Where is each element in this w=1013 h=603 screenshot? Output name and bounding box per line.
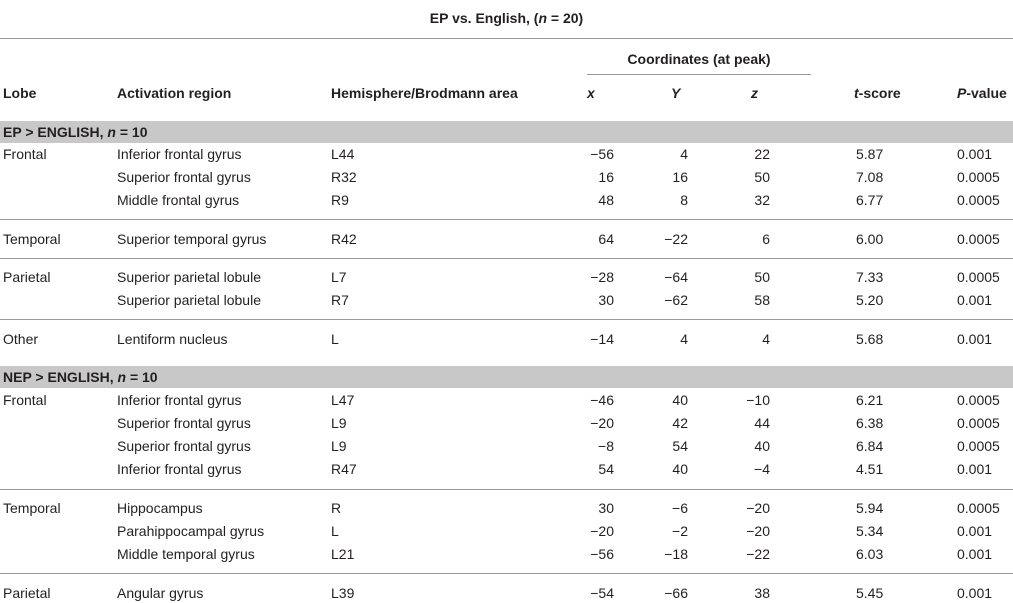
cell-region: Superior frontal gyrus	[117, 415, 251, 431]
cell-t-score: 6.21	[856, 392, 884, 408]
cell-t-score: 6.38	[856, 415, 884, 431]
cell-z: −10	[746, 392, 770, 408]
cell-area: R32	[331, 169, 357, 185]
cell-region: Inferior frontal gyrus	[117, 392, 242, 408]
cell-area: L9	[331, 438, 347, 454]
header-t-score: t-score	[854, 85, 901, 101]
cell-t-score: 6.03	[856, 546, 884, 562]
cell-p-value: 0.001	[957, 331, 993, 347]
cell-region: Superior frontal gyrus	[117, 169, 251, 185]
cell-t-score: 5.87	[856, 146, 884, 162]
cell-z: 4	[762, 331, 770, 347]
cell-z: 58	[754, 292, 770, 308]
cell-t-score: 5.68	[856, 331, 884, 347]
cell-y: 4	[680, 146, 688, 162]
header-hemisphere: Hemisphere/Brodmann area	[331, 85, 518, 101]
section-label-nep: NEP > ENGLISH, n = 10	[3, 369, 158, 385]
cell-y: 16	[672, 169, 688, 185]
cell-p-value: 0.0005	[957, 192, 1000, 208]
cell-z: 40	[754, 438, 770, 454]
cell-x: 16	[598, 169, 614, 185]
cell-region: Inferior frontal gyrus	[117, 146, 242, 162]
cell-t-score: 6.84	[856, 438, 884, 454]
cell-z: −20	[746, 500, 770, 516]
cell-y: 8	[680, 192, 688, 208]
cell-area: L44	[331, 146, 355, 162]
cell-z: 22	[754, 146, 770, 162]
cell-y: 40	[672, 392, 688, 408]
cell-x: 54	[598, 461, 614, 477]
cell-lobe: Parietal	[3, 269, 51, 285]
cell-x: 64	[598, 231, 614, 247]
section-label-ep: EP > ENGLISH, n = 10	[3, 124, 148, 140]
cell-p-value: 0.0005	[957, 169, 1000, 185]
header-coordinates: Coordinates (at peak)	[627, 51, 771, 67]
cell-x: −28	[590, 269, 614, 285]
header-lobe: Lobe	[3, 85, 37, 101]
cell-t-score: 6.00	[856, 231, 884, 247]
header-region: Activation region	[117, 85, 232, 101]
header-x: x	[587, 85, 595, 101]
cell-area: R9	[331, 192, 349, 208]
cell-p-value: 0.001	[957, 461, 993, 477]
cell-t-score: 5.94	[856, 500, 884, 516]
cell-t-score: 5.20	[856, 292, 884, 308]
section-band-ep	[0, 121, 1013, 143]
cell-z: −22	[746, 546, 770, 562]
cell-lobe: Temporal	[3, 231, 61, 247]
cell-t-score: 7.33	[856, 269, 884, 285]
cell-x: 30	[598, 292, 614, 308]
header-p-value: P-value	[957, 85, 1007, 101]
cell-p-value: 0.0005	[957, 415, 1000, 431]
cell-area: R42	[331, 231, 357, 247]
cell-y: 42	[672, 415, 688, 431]
cell-area: R7	[331, 292, 349, 308]
cell-p-value: 0.0005	[957, 392, 1000, 408]
cell-t-score: 4.51	[856, 461, 884, 477]
cell-y: 40	[672, 461, 688, 477]
cell-x: 48	[598, 192, 614, 208]
cell-t-score: 5.45	[856, 585, 884, 601]
cell-t-score: 6.77	[856, 192, 884, 208]
cell-y: −22	[664, 231, 688, 247]
rule-group	[0, 319, 1013, 320]
cell-t-score: 5.34	[856, 523, 884, 539]
cell-area: L	[331, 523, 339, 539]
cell-x: −20	[590, 523, 614, 539]
cell-lobe: Temporal	[3, 500, 61, 516]
cell-p-value: 0.001	[957, 292, 993, 308]
cell-z: 6	[762, 231, 770, 247]
cell-area: L47	[331, 392, 355, 408]
cell-z: 32	[754, 192, 770, 208]
cell-area: R47	[331, 461, 357, 477]
cell-region: Middle temporal gyrus	[117, 546, 255, 562]
cell-y: −18	[664, 546, 688, 562]
cell-x: −46	[590, 392, 614, 408]
cell-p-value: 0.0005	[957, 231, 1000, 247]
cell-x: −14	[590, 331, 614, 347]
cell-region: Superior parietal lobule	[117, 269, 261, 285]
header-y: Y	[671, 85, 681, 101]
cell-y: −66	[664, 585, 688, 601]
cell-x: −20	[590, 415, 614, 431]
cell-p-value: 0.0005	[957, 438, 1000, 454]
cell-y: −2	[672, 523, 688, 539]
cell-region: Hippocampus	[117, 500, 203, 516]
cell-region: Parahippocampal gyrus	[117, 523, 265, 539]
cell-lobe: Other	[3, 331, 39, 347]
cell-x: 30	[598, 500, 614, 516]
rule-group	[0, 573, 1013, 574]
cell-region: Superior frontal gyrus	[117, 438, 251, 454]
cell-p-value: 0.001	[957, 546, 993, 562]
cell-area: L9	[331, 415, 347, 431]
cell-p-value: 0.001	[957, 585, 993, 601]
cell-p-value: 0.001	[957, 146, 993, 162]
cell-region: Middle frontal gyrus	[117, 192, 240, 208]
cell-region: Lentiform nucleus	[117, 331, 228, 347]
cell-area: L21	[331, 546, 355, 562]
rule-group	[0, 258, 1013, 259]
cell-area: R	[331, 500, 342, 516]
cell-y: −64	[664, 269, 688, 285]
rule-top	[0, 38, 1013, 39]
cell-p-value: 0.0005	[957, 500, 1000, 516]
cell-region: Inferior frontal gyrus	[117, 461, 242, 477]
cell-z: 50	[754, 169, 770, 185]
cell-y: −62	[664, 292, 688, 308]
cell-x: −56	[590, 146, 614, 162]
cell-area: L39	[331, 585, 355, 601]
rule-group	[0, 489, 1013, 490]
cell-p-value: 0.0005	[957, 269, 1000, 285]
cell-area: L7	[331, 269, 347, 285]
cell-x: −54	[590, 585, 614, 601]
cell-x: −8	[598, 438, 614, 454]
cell-area: L	[331, 331, 339, 347]
rule-group	[0, 219, 1013, 220]
cell-x: −56	[590, 546, 614, 562]
cell-lobe: Frontal	[3, 146, 47, 162]
cell-z: −4	[754, 461, 770, 477]
cell-z: 44	[754, 415, 770, 431]
cell-region: Superior temporal gyrus	[117, 231, 267, 247]
cell-z: 38	[754, 585, 770, 601]
cell-lobe: Frontal	[3, 392, 47, 408]
cell-y: 4	[680, 331, 688, 347]
cell-t-score: 7.08	[856, 169, 884, 185]
table-title: EP vs. English, (n = 20)	[429, 10, 584, 26]
cell-y: 54	[672, 438, 688, 454]
cell-p-value: 0.001	[957, 523, 993, 539]
cell-region: Superior parietal lobule	[117, 292, 261, 308]
cell-z: −20	[746, 523, 770, 539]
cell-lobe: Parietal	[3, 585, 51, 601]
header-z: z	[751, 85, 758, 101]
cell-y: −6	[672, 500, 688, 516]
cell-z: 50	[754, 269, 770, 285]
cell-region: Angular gyrus	[117, 585, 204, 601]
rule-coordinates	[587, 74, 811, 75]
